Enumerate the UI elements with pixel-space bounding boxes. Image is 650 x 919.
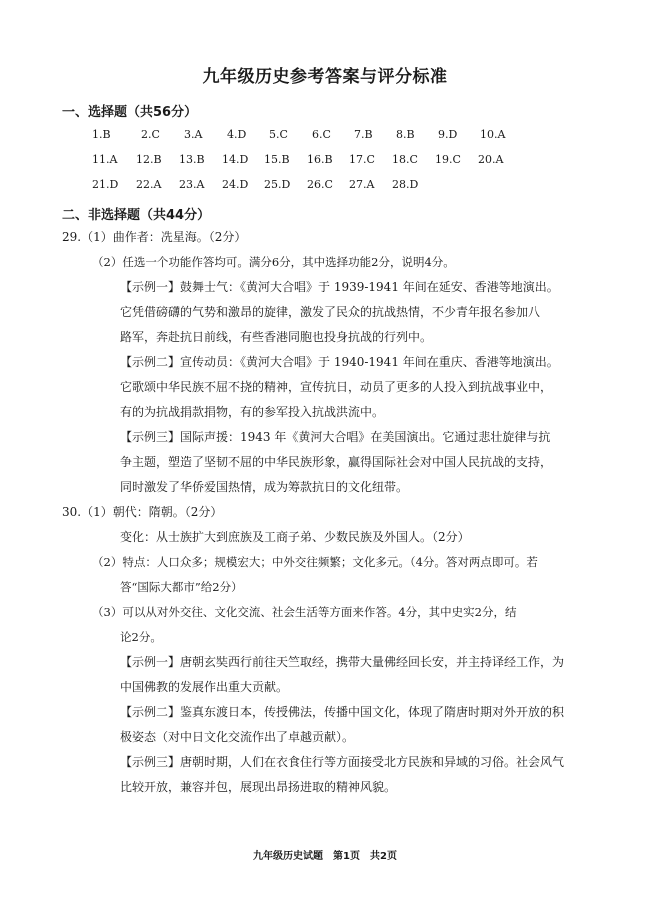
q30-example2-line: 极姿态（对中日文化交流作出了卓越贡献）。 [120, 730, 355, 744]
answer-item: 22.A [136, 178, 162, 191]
answer-item: 7.B [354, 128, 373, 141]
answer-item: 18.C [392, 153, 418, 166]
q30-example2-line: 【示例二】鉴真东渡日本，传授佛法，传播中国文化，体现了隋唐时期对外开放的积 [120, 705, 565, 719]
answer-item: 21.D [92, 178, 119, 191]
q30-part1: 30.（1）朝代：隋朝。（2分） [62, 505, 223, 519]
section-heading-nonchoice: 二、非选择题（共44分） [62, 208, 211, 223]
q30-example3-line: 比较开放，兼容并包，展现出昂扬进取的精神风貌。 [120, 780, 397, 794]
answer-item: 23.A [179, 178, 205, 191]
answer-item: 19.C [435, 153, 461, 166]
answer-item: 16.B [307, 153, 333, 166]
answer-item: 15.B [264, 153, 290, 166]
answer-item: 28.D [392, 178, 419, 191]
q30-part2-line: 答“国际大都市”给2分） [120, 580, 243, 594]
page-footer: 九年级历史试题 第1页 共2页 [253, 851, 397, 862]
answer-item: 10.A [480, 128, 506, 141]
q30-example3-line: 【示例三】唐朝时期，人们在衣食住行等方面接受北方民族和异域的习俗。社会风气 [120, 755, 565, 769]
answer-item: 4.D [227, 128, 247, 141]
answer-item: 24.D [222, 178, 249, 191]
q29-example2-line: 它歌颂中华民族不屈不挠的精神，宣传抗日，动员了更多的人投入到抗战事业中， [120, 380, 553, 394]
q29-part1: 29.（1）曲作者：冼星海。（2分） [62, 230, 247, 244]
answer-item: 6.C [312, 128, 331, 141]
q30-example1-line: 【示例一】唐朝玄奘西行前往天竺取经，携带大量佛经回长安，并主持译经工作，为 [120, 655, 565, 669]
q29-example3-line: 争主题，塑造了坚韧不屈的中华民族形象，赢得国际社会对中国人民抗战的支持， [120, 455, 553, 469]
answer-item: 8.B [396, 128, 415, 141]
page-title: 九年级历史参考答案与评分标准 [202, 67, 448, 87]
answer-item: 20.A [478, 153, 504, 166]
answer-item: 12.B [136, 153, 162, 166]
q29-example1-line: 【示例一】鼓舞士气：《黄河大合唱》于 1939-1941 年间在延安、香港等地演出。 [120, 280, 559, 294]
q30-example1-line: 中国佛教的发展作出重大贡献。 [120, 680, 289, 694]
section-heading-choice: 一、选择题（共56分） [62, 105, 198, 120]
answer-item: 3.A [184, 128, 203, 141]
answer-item: 2.C [141, 128, 160, 141]
q30-part2-line: （2）特点：人口众多；规模宏大；中外交往频繁；文化多元。（4分。答对两点即可。若 [92, 555, 538, 569]
answer-item: 26.C [307, 178, 333, 191]
answer-item: 5.C [269, 128, 288, 141]
q30-part3-line: （3）可以从对外交往、文化交流、社会生活等方面来作答。4分，其中史实2分，结 [92, 605, 517, 619]
answer-item: 13.B [179, 153, 205, 166]
answer-item: 14.D [222, 153, 249, 166]
q30-part3-line: 论2分。 [120, 630, 162, 644]
q29-example3-line: 【示例三】国际声援：1943 年《黄河大合唱》在美国演出。它通过悲壮旋律与抗 [120, 430, 551, 444]
q29-example3-line: 同时激发了华侨爱国热情，成为筹款抗日的文化纽带。 [120, 480, 409, 494]
answer-item: 11.A [92, 153, 118, 166]
answer-item: 9.D [438, 128, 458, 141]
q29-example1-line: 它凭借磅礴的气势和激昂的旋律，激发了民众的抗战热情，不少青年报名参加八 [120, 305, 541, 319]
answer-item: 25.D [264, 178, 291, 191]
q29-example2-line: 有的为抗战捐款捐物，有的参军投入抗战洪流中。 [120, 405, 385, 419]
answer-item: 1.B [92, 128, 111, 141]
q29-part2: （2）任选一个功能作答均可。满分6分，其中选择功能2分，说明4分。 [92, 255, 455, 269]
q29-example2-line: 【示例二】宣传动员：《黄河大合唱》于 1940-1941 年间在重庆、香港等地演出。 [120, 355, 559, 369]
q29-example1-line: 路军，奔赴抗日前线，有些香港同胞也投身抗战的行列中。 [120, 330, 433, 344]
answer-item: 17.C [349, 153, 375, 166]
q30-part1-change: 变化：从士族扩大到庶族及工商子弟、少数民族及外国人。（2分） [120, 530, 470, 544]
answer-item: 27.A [349, 178, 375, 191]
